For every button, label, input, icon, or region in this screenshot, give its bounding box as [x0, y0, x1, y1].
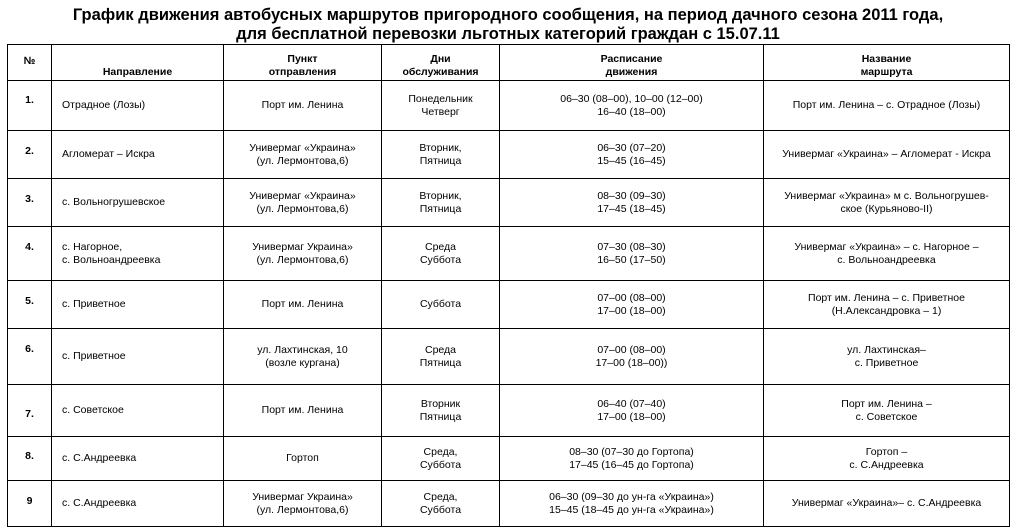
cell-line: Среда [425, 241, 456, 253]
cell-line: ул. Лахтинская, 10 [257, 344, 348, 356]
cell-direction [52, 281, 224, 329]
cell-line: Вторник [420, 398, 461, 410]
cell-departure [224, 481, 382, 527]
cell-line: Универмаг Украина» [252, 491, 353, 503]
cell-line: Агломерат – Искра [62, 148, 155, 161]
table-row [8, 131, 1010, 179]
document-title [0, 6, 1016, 44]
cell-line: ул. Лахтинская– [847, 344, 926, 356]
cell-line: с. Советское [855, 410, 918, 423]
cell-line: движения [605, 65, 658, 78]
cell-days [382, 385, 500, 437]
cell-number: 5. [8, 281, 52, 329]
header-route [764, 45, 1010, 81]
cell-line: с. С.Андреевка [62, 452, 137, 465]
cell-line: Пятница [419, 202, 462, 215]
cell-line: Суббота [419, 253, 462, 266]
cell-direction [52, 179, 224, 227]
cell-line: 07–00 (08–00) [597, 344, 666, 356]
cell-line: 06–40 (07–40) [597, 398, 666, 410]
cell-number: 8. [8, 437, 52, 481]
cell-line: 06–30 (07–20) [597, 142, 666, 154]
cell-direction [52, 437, 224, 481]
cell-line: 06–30 (09–30 до ун-га «Украина») [549, 491, 714, 503]
cell-departure [224, 179, 382, 227]
table-row [8, 179, 1010, 227]
cell-line: Порт им. Ленина – с. Отрадное (Лозы) [792, 99, 981, 112]
cell-line: Суббота [419, 503, 462, 516]
cell-number: 2. [8, 131, 52, 179]
cell-number: 7. [8, 385, 52, 437]
cell-line: 16–40 (18–00) [597, 105, 666, 118]
title-line-1: График движения автобусных маршрутов пригородного сообщения, на период дачного сезона 2011 года, [72, 6, 944, 24]
cell-line: Универмаг «Украина» [249, 190, 356, 202]
cell-line: (ул. Лермонтова,6) [256, 154, 349, 167]
cell-line: Суббота [419, 458, 462, 471]
title-line-2: для бесплатной перевозки льготных категорий граждан с 15.07.11 [236, 25, 780, 43]
cell-schedule [500, 179, 764, 227]
cell-line: 17–45 (16–45 до Гортопа) [569, 458, 694, 471]
cell-schedule [500, 227, 764, 281]
cell-days [382, 131, 500, 179]
cell-departure [224, 81, 382, 131]
header-departure [224, 45, 382, 81]
header-schedule [500, 45, 764, 81]
cell-line: 17–00 (18–00)) [595, 356, 668, 369]
cell-line: отправления [268, 65, 337, 78]
cell-line: Пятница [419, 410, 462, 423]
cell-days [382, 437, 500, 481]
cell-line: Порт им. Ленина [261, 298, 344, 311]
cell-line: (ул. Лермонтова,6) [256, 503, 349, 516]
cell-direction [52, 481, 224, 527]
table-row [8, 281, 1010, 329]
cell-days [382, 329, 500, 385]
cell-departure [224, 281, 382, 329]
header-number-label: № [23, 55, 36, 68]
cell-line: Четверг [421, 105, 460, 118]
cell-line: (ул. Лермонтова,6) [256, 253, 349, 266]
cell-line: Название [861, 53, 912, 65]
cell-line: Отрадное (Лозы) [62, 99, 146, 112]
cell-line: 08–30 (07–30 до Гортопа) [569, 446, 694, 458]
cell-direction [52, 131, 224, 179]
cell-line: 15–45 (16–45) [597, 154, 666, 167]
table-row [8, 81, 1010, 131]
cell-number: 9 [8, 481, 52, 527]
cell-line: 15–45 (18–45 до ун-га «Украина») [549, 503, 714, 516]
cell-schedule [500, 437, 764, 481]
cell-line: с. Советское [62, 404, 124, 417]
cell-line: Порт им. Ленина – с. Приветное [808, 292, 965, 304]
cell-line: Пятница [419, 356, 462, 369]
cell-route [764, 481, 1010, 527]
table-row [8, 227, 1010, 281]
cell-schedule [500, 131, 764, 179]
cell-number: 4. [8, 227, 52, 281]
cell-line: (возле кургана) [265, 356, 340, 369]
cell-line: (ул. Лермонтова,6) [256, 202, 349, 215]
cell-line: Вторник, [419, 142, 462, 154]
cell-route [764, 385, 1010, 437]
header-direction-label: Направление [102, 65, 173, 78]
cell-line: Расписание [600, 53, 663, 65]
cell-line: Универмаг «Украина» – Агломерат - Искра [782, 148, 991, 161]
cell-line: (Н.Александровка – 1) [831, 304, 942, 317]
cell-departure [224, 227, 382, 281]
cell-line: Гортоп [286, 452, 319, 465]
header-number [8, 45, 52, 81]
cell-line: Универмаг Украина» [252, 241, 353, 253]
cell-line: Универмаг «Украина» м с. Вольногрушев- [784, 190, 989, 202]
cell-direction [52, 329, 224, 385]
cell-route [764, 81, 1010, 131]
cell-line: обслуживания [402, 65, 479, 78]
cell-line: с. С.Андреевка [62, 497, 137, 510]
cell-line: Гортоп – [865, 446, 908, 458]
cell-line: с. Вольногрушевское [62, 196, 166, 209]
cell-line: с. Нагорное, [62, 241, 123, 253]
cell-days [382, 81, 500, 131]
cell-route [764, 329, 1010, 385]
cell-line: 16–50 (17–50) [597, 253, 666, 266]
cell-departure [224, 131, 382, 179]
header-row [8, 45, 1010, 81]
cell-days [382, 481, 500, 527]
header-direction [52, 45, 224, 81]
cell-line: 17–00 (18–00) [597, 304, 666, 317]
cell-departure [224, 329, 382, 385]
cell-line: Дни [430, 53, 451, 65]
cell-line: Порт им. Ленина – [841, 398, 932, 410]
cell-schedule [500, 329, 764, 385]
cell-line: Универмаг «Украина»– с. С.Андреевка [791, 497, 982, 510]
header-days [382, 45, 500, 81]
cell-line: Пункт [287, 53, 318, 65]
cell-line: с. Приветное [854, 356, 919, 369]
cell-days [382, 227, 500, 281]
cell-line: с. Вольноандреевка [837, 253, 936, 266]
cell-direction [52, 385, 224, 437]
cell-line: ское (Курьяново-II) [840, 202, 933, 215]
cell-line: с. Вольноандреевка [62, 253, 161, 266]
cell-number: 3. [8, 179, 52, 227]
cell-line: Порт им. Ленина [261, 404, 344, 417]
table-row [8, 385, 1010, 437]
cell-schedule [500, 81, 764, 131]
cell-route [764, 227, 1010, 281]
cell-route [764, 281, 1010, 329]
cell-line: Универмаг «Украина» [249, 142, 356, 154]
cell-line: 17–00 (18–00) [597, 410, 666, 423]
cell-line: маршрута [860, 65, 913, 78]
cell-schedule [500, 481, 764, 527]
cell-route [764, 179, 1010, 227]
cell-route [764, 131, 1010, 179]
cell-line: Универмаг «Украина» – с. Нагорное – [794, 241, 979, 253]
cell-days [382, 179, 500, 227]
cell-line: 07–30 (08–30) [597, 241, 666, 253]
cell-schedule [500, 281, 764, 329]
cell-line: Понедельник [408, 93, 473, 105]
table-row [8, 481, 1010, 527]
cell-line: с. Приветное [62, 350, 126, 363]
cell-route [764, 437, 1010, 481]
cell-line: Среда [425, 344, 456, 356]
cell-departure [224, 385, 382, 437]
cell-days [382, 281, 500, 329]
cell-line: 07–00 (08–00) [597, 292, 666, 304]
cell-line: 17–45 (18–45) [597, 202, 666, 215]
cell-line: Среда, [423, 491, 458, 503]
cell-line: с. Приветное [62, 298, 126, 311]
cell-line: 06–30 (08–00), 10–00 (12–00) [560, 93, 703, 105]
cell-line: Суббота [419, 298, 462, 311]
cell-line: Пятница [419, 154, 462, 167]
bus-schedule-table [7, 44, 1010, 527]
cell-direction [52, 227, 224, 281]
cell-line: с. С.Андреевка [849, 458, 924, 471]
table-row [8, 329, 1010, 385]
cell-schedule [500, 385, 764, 437]
cell-number: 1. [8, 81, 52, 131]
cell-line: Вторник, [419, 190, 462, 202]
cell-line: 08–30 (09–30) [597, 190, 666, 202]
cell-line: Среда, [423, 446, 458, 458]
cell-departure [224, 437, 382, 481]
cell-line: Порт им. Ленина [261, 99, 344, 112]
cell-number: 6. [8, 329, 52, 385]
cell-direction [52, 81, 224, 131]
table-row [8, 437, 1010, 481]
